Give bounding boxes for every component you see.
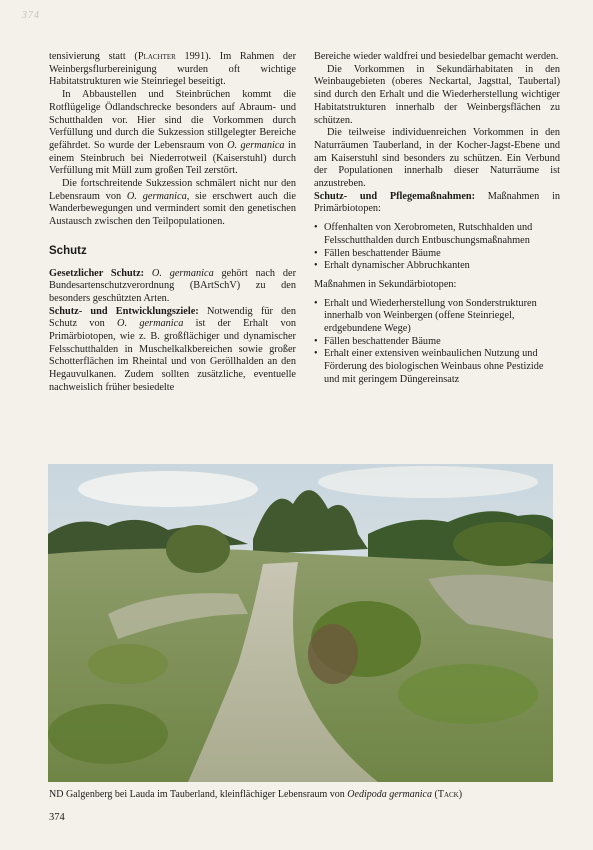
primary-measures-list	[314, 222, 560, 273]
list-item: • Erhalt einer extensiven weinbaulichen Nutzung und Förderung des biologischen Weinbaus ohne Pestizide und mit geringem Düngereinsatz	[314, 348, 560, 386]
paragraph-protection-goals: Schutz- und Entwicklungsziele: Notwendig für den Schutz von O. germanica ist der Erhalt von Primärbiotopen, wie z. B. großflächiger und dynamischer Felsschutthalden in Muschelkalkbereichen sowie großer Schotterflächen im Rheintal und von Geröllhalden an den Hegauvulkanen. Zudem sollten zusätzliche, eventuelle nachweislich früher besiedelte	[49, 305, 297, 393]
left-column	[49, 51, 296, 395]
paragraph: Die Vorkommen in Sekundärhabitaten in den Weinbaugebieten (oberes Neckartal, Jagsttal, Taubertal) sind durch den Erhalt und die Wiederherstellung wichtiger Habitatstrukturen innerhalb der Weinbergsflächen zu schützen.	[314, 63, 560, 126]
page-number: 374	[49, 812, 65, 823]
paragraph-legal-protection: Gesetzlicher Schutz: O. germanica gehört nach der Bundesartenschutzverordnung (BArtSchV) zu den besonders geschützten Arten.	[49, 267, 297, 304]
paragraph-measures: Schutz- und Pflegemaßnahmen: Maßnahmen in Primärbiotopen:	[314, 190, 560, 215]
paragraph: Die fortschreitende Sukzession schmälert nicht nur den Lebensraum von O. germanica, sie erschwert auch die Wanderbewegungen und vermindert somit den genetischen Austausch zwischen den Teilpopulationen.	[49, 178, 296, 228]
list-item: • Erhalt dynamischer Abbruchkanten	[314, 260, 560, 273]
list-item: • Fällen beschattender Bäume	[314, 336, 560, 349]
paragraph: tensivierung statt (Plachter 1991). Im Rahmen der Weinbergsflurbereinigung wurden oft wichtige Habitatstrukturen wie Steinriegel beseitigt.	[49, 51, 297, 88]
landscape-photo	[48, 464, 553, 782]
right-column	[314, 51, 560, 387]
section-heading: Schutz	[49, 244, 87, 257]
paragraph: Bereiche wieder waldfrei und besiedelbar gemacht werden.	[314, 51, 559, 62]
list-item: • Erhalt und Wiederherstellung von Sonderstrukturen innerhalb von Weinbergen (offene Steinriegel, erdgebundene Wege)	[314, 298, 560, 336]
secondary-measures-list	[314, 298, 560, 387]
paragraph: In Abbaustellen und Steinbrüchen kommt die Rotflügelige Ödlandschrecke besonders auf Abraum- und Schutthalden vor. Hier sind die Vorkommen durch Verfüllung und durch die Sukzession stillgelegter Bereiche gefährdet. So wurde der Lebensraum von O. germanica in einem Steinbruch bei Niederrotweil (Kaiserstuhl) durch Verfüllung mit Müll zum großen Teil zerstört.	[49, 89, 296, 177]
list-item: • Offenhalten von Xerobrometen, Rutschhalden und Felsschutthalden durch Entbuschungsmaßnahmen	[314, 222, 560, 247]
paragraph: Die teilweise individuenreichen Vorkommen in den Naturräumen Tauberland, in der Kocher-Jagst-Ebene und am Kaiserstuhl sind besonders zu schützen. Ein Verbund der Populationen innerhalb dieser Naturräume ist anzustreben.	[314, 127, 560, 190]
secondary-measures-heading: Maßnahmen in Sekundärbiotopen:	[314, 278, 457, 290]
pencil-page-mark: 374	[22, 10, 40, 21]
list-item: • Fällen beschattender Bäume	[314, 248, 560, 261]
photo-caption: ND Galgenberg bei Lauda im Tauberland, kleinflächiger Lebensraum von Oedipoda germanica (Tack)	[49, 789, 463, 800]
